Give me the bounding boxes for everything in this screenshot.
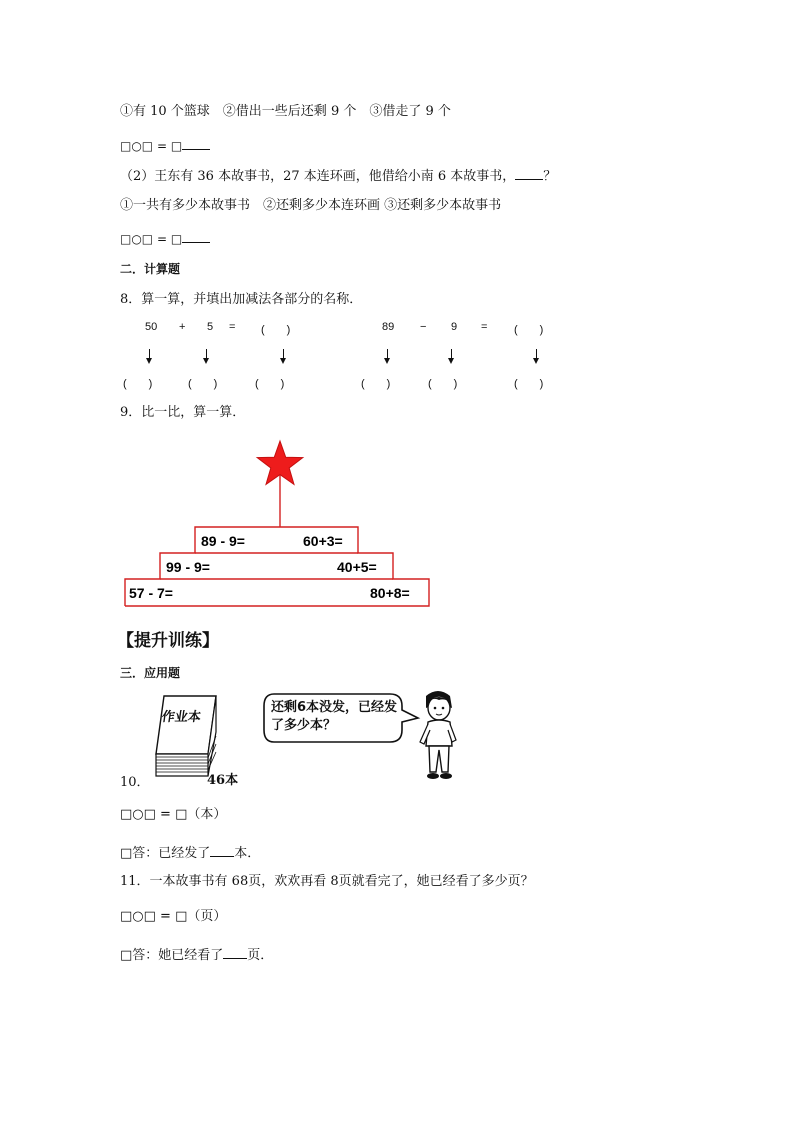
arrow-down-icon bbox=[145, 349, 155, 365]
q8-right-b: 9 bbox=[451, 321, 458, 333]
stair-mid-right: 40+5= bbox=[337, 559, 377, 575]
q10-number: 10． bbox=[120, 775, 150, 790]
q9-text: 9．比一比，算一算． bbox=[120, 405, 246, 420]
q8-name-blank[interactable]: ( ) bbox=[361, 378, 391, 390]
q7-part2-blank-2[interactable] bbox=[182, 229, 210, 243]
stair-top-right: 60+3= bbox=[303, 533, 343, 549]
q7-part2-end: ？ bbox=[543, 169, 557, 184]
section2-title: 二．计算题 bbox=[120, 262, 181, 276]
stair-bot-right: 80+8= bbox=[370, 585, 410, 601]
q8-left-a: 50 bbox=[145, 321, 158, 333]
q7-part2-formula-line bbox=[120, 229, 210, 249]
q7-part2-blank[interactable] bbox=[515, 166, 543, 180]
q11-answer-line bbox=[120, 945, 273, 965]
q7-part2-line bbox=[120, 166, 556, 186]
q7-part2-options: ①一共有多少本故事书 ②还剩多少本连环画 ③还剩多少本故事书 bbox=[120, 198, 502, 213]
q11-answer-blank[interactable] bbox=[223, 945, 247, 959]
q7-part2-formula: □○□ = □ bbox=[120, 232, 183, 246]
q10-answer-line bbox=[120, 843, 260, 863]
q10-formula: □○□ = □（本） bbox=[120, 807, 227, 822]
q8-right-eq: = bbox=[481, 321, 488, 333]
q7-part1-blank[interactable] bbox=[182, 136, 210, 150]
q8-right-op: − bbox=[420, 321, 427, 333]
speech-text: 还剩6本没发，已经发了多少本？ bbox=[271, 700, 398, 733]
q8-name-blank[interactable]: ( ) bbox=[255, 378, 285, 390]
staircase-diagram bbox=[118, 435, 438, 610]
arrow-down-icon bbox=[447, 349, 457, 365]
q8-name-blank[interactable]: ( ) bbox=[188, 378, 218, 390]
q8-right-a: 89 bbox=[382, 321, 395, 333]
arrow-down-icon bbox=[202, 349, 212, 365]
q8-left-result[interactable]: ( ) bbox=[261, 324, 291, 336]
q10-answer-suffix: 本． bbox=[234, 846, 261, 861]
q10-answer-blank[interactable] bbox=[210, 843, 234, 857]
q7-part2-text: （2）王东有 36 本故事书，27 本连环画，他借给小南 6 本故事书， bbox=[120, 169, 516, 184]
q11-answer-suffix: 页． bbox=[247, 948, 274, 963]
stair-mid-left: 99 - 9= bbox=[166, 559, 210, 575]
arrow-down-icon bbox=[532, 349, 542, 365]
q8-name-blank[interactable]: ( ) bbox=[123, 378, 153, 390]
arrow-down-icon bbox=[279, 349, 289, 365]
q11-formula: □○□ = □（页） bbox=[120, 909, 227, 924]
q8-text: 8．算一算，并填出加减法各部分的名称． bbox=[120, 292, 363, 307]
q7-part1-options: ①有 10 个篮球 ②借出一些后还剩 9 个 ③借走了 9 个 bbox=[120, 104, 451, 119]
arrow-down-icon bbox=[383, 349, 393, 365]
stair-bot-left: 57 - 7= bbox=[129, 585, 173, 601]
q8-left-b: 5 bbox=[207, 321, 214, 333]
q8-left-op: + bbox=[179, 321, 186, 333]
q10-answer-prefix: □答：已经发了 bbox=[120, 846, 211, 861]
q8-right-result[interactable]: ( ) bbox=[514, 324, 544, 336]
q11-text: 11．一本故事书有 68页，欢欢再看 8页就看完了，她已经看了多少页？ bbox=[120, 874, 534, 889]
boy-icon bbox=[414, 688, 464, 784]
q7-part1-formula: □○□ = □ bbox=[120, 139, 183, 153]
q8-name-blank[interactable]: ( ) bbox=[428, 378, 458, 390]
q11-answer-prefix: □答：她已经看了 bbox=[120, 948, 224, 963]
boost-section-title: 【提升训练】 bbox=[117, 631, 219, 651]
q8-left-eq: = bbox=[229, 321, 236, 333]
workbook-title: 作业本 bbox=[160, 710, 202, 725]
q7-part1-formula-line bbox=[120, 136, 210, 156]
workbook-count: 46本 bbox=[207, 773, 239, 788]
stair-top-left: 89 - 9= bbox=[201, 533, 245, 549]
section3-title: 三．应用题 bbox=[120, 666, 181, 680]
q8-name-blank[interactable]: ( ) bbox=[514, 378, 544, 390]
